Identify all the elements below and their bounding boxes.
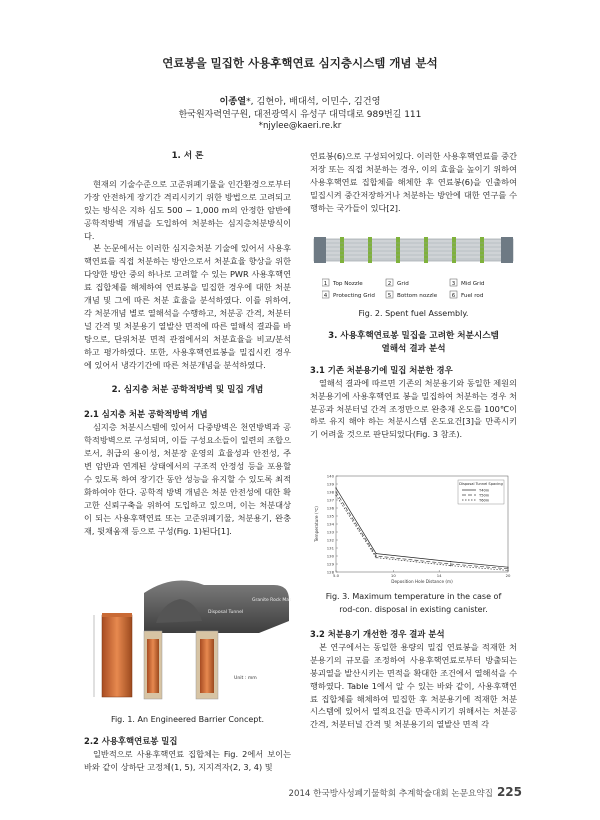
section-1-paragraph-1: 현재의 기술수준으로 고준위폐기물을 인간환경으로부터 가장 안전하게 장기간 격리시키기 위한 방법으로 고려되고 있는 방식은 지하 심도 500 ~ 1,000 m의 안정한 암반에 공학적방벽 개념을 도입하여 처분하는 심지층처분방식이다. bbox=[84, 178, 291, 241]
legend-number: 2 bbox=[387, 281, 392, 287]
data-point bbox=[335, 495, 336, 496]
legend-number: 6 bbox=[451, 293, 456, 299]
legend-entry: T40m bbox=[479, 488, 490, 493]
x-tick-label: 5.0 bbox=[332, 573, 340, 578]
data-point bbox=[376, 557, 377, 558]
legend-number: 5 bbox=[387, 293, 392, 299]
fuel-assembly-illustration bbox=[310, 225, 517, 275]
footer-text: 2014 한국방사성폐기물학회 추계학술대회 논문요약집 bbox=[288, 789, 493, 799]
legend-label: Fuel rod bbox=[461, 293, 484, 299]
data-point bbox=[335, 487, 336, 488]
y-tick-label: 140 bbox=[326, 473, 334, 479]
y-tick-label: 132 bbox=[326, 537, 334, 543]
unit-label: Unit : mm bbox=[234, 676, 257, 681]
data-point bbox=[507, 567, 508, 568]
section-3-heading-line-2: 열해석 결과 분석 bbox=[381, 343, 446, 354]
left-column-bottom bbox=[84, 735, 291, 774]
figure-1 bbox=[84, 575, 291, 705]
x-tick-label: 14 bbox=[436, 573, 442, 578]
section-3-heading-line-1: 3. 사용후핵연료봉 밀집을 고려한 처분시스템 bbox=[328, 331, 499, 341]
legend-number: 1 bbox=[323, 281, 328, 287]
legend-label: Protecting Grid bbox=[333, 293, 375, 299]
canister-right bbox=[200, 639, 214, 693]
page-number: 225 bbox=[496, 785, 522, 799]
y-tick-label: 134 bbox=[326, 521, 334, 527]
email: *njylee@kaeri.re.kr bbox=[258, 121, 342, 131]
right-column-mid bbox=[310, 330, 517, 441]
y-tick-label: 128 bbox=[326, 569, 334, 575]
y-axis-label: Temperature (℃) bbox=[314, 506, 319, 542]
left-column-top bbox=[84, 150, 291, 537]
section-2-2-paragraph: 일반적으로 사용후핵연료 집합체는 Fig. 2에서 보이는 바와 같이 상하단 고정체(1, 5), 지지격자(2, 3, 4) 및 bbox=[84, 748, 291, 772]
y-tick-label: 133 bbox=[326, 529, 334, 535]
figure-2 bbox=[310, 225, 517, 275]
x-tick-label: 10 bbox=[390, 573, 396, 578]
legend-label: Mid Grid bbox=[461, 281, 485, 287]
author-line bbox=[0, 93, 600, 107]
y-tick-label: 139 bbox=[326, 481, 334, 487]
figure-3-caption-line-1: Fig. 3. Maximum temperature in the case of bbox=[325, 592, 502, 601]
bottom-nozzle bbox=[501, 237, 513, 263]
y-tick-label: 137 bbox=[326, 497, 334, 503]
section-2-heading: 2. 심지층 처분 공학적방벽 및 밀집 개념 bbox=[111, 384, 264, 395]
legend-label: Grid bbox=[397, 281, 409, 287]
temperature-chart bbox=[310, 468, 517, 588]
section-3-2-heading: 3.2 처분용기 개선한 경우 결과 분석 bbox=[310, 629, 445, 639]
legend-label: Top Nozzle bbox=[333, 281, 363, 287]
y-tick-label: 138 bbox=[326, 489, 334, 495]
legend-entry: T50m bbox=[479, 493, 490, 498]
section-3-1-paragraph: 열해석 결과에 따르면 기존의 처분용기와 동일한 제원의 처분용기에 사용후핵연료 봉을 밀집하여 처분하는 경우 처분공과 처분터널 간격 조정만으로 완충재 온도를 100℃이하로 유지 해야 하는 처분시스템 온도요건[3]을 만족시키기 어려울 것으로 판단되었다(Fig. 3 참조). bbox=[310, 377, 517, 440]
paper-title: 연료봉을 밀집한 사용후핵연료 심지층시스템 개념 분석 bbox=[162, 56, 438, 70]
canister-left bbox=[147, 639, 159, 693]
canister-large bbox=[102, 615, 132, 697]
legend-number: 4 bbox=[323, 293, 328, 299]
x-axis-label: Deposition Hole Distance (m) bbox=[391, 579, 453, 584]
data-point bbox=[450, 563, 451, 564]
figure-2-caption: Fig. 2. Spent fuel Assembly. bbox=[358, 309, 469, 318]
legend-label: Bottom nozzle bbox=[397, 293, 438, 299]
section-1-paragraph-2: 본 논문에서는 이러한 심지층처분 기술에 있어서 사용후핵연료를 직접 처분하는 방안으로서 처분효율 향상을 위한 다양한 방안 중의 하나로 고려할 수 있는 PWR 사용후핵연료 집합체를 해체하여 연료봉을 밀집한 경우에 대한 처분개념 및 그에 따른 처분 효율을 분석하였다. 이를 위하여, 각 처분개념 별로 열해석을 수행하고, 처분공 간격, 처분터널 간격 및 처분용기 열발산 면적에 따른 열해석 결과를 바탕으로, 단위처분 면적 관점에서의 처분효율을 비교/분석하고 평가하였다. 또한, 사용후핵연료봉을 밀집시킨 경우에 있어서 냉각기간에 따른 처분개념을 분석하였다. bbox=[84, 243, 291, 370]
legend-number: 3 bbox=[451, 281, 456, 287]
section-1-heading: 1. 서 론 bbox=[171, 151, 204, 161]
x-tick-label: 20 bbox=[505, 573, 511, 578]
page-footer bbox=[289, 785, 522, 799]
figure-1-caption: Fig. 1. An Engineered Barrier Concept. bbox=[110, 715, 265, 724]
data-point bbox=[507, 568, 508, 569]
engineered-barrier-illustration bbox=[84, 575, 291, 705]
y-tick-label: 131 bbox=[326, 545, 334, 551]
section-3-2-paragraph: 본 연구에서는 동일한 용량의 밀집 연료봉을 적재한 처분용기의 규모를 조정하여 사용후핵연료로부터 방출되는 붕괴열을 발산시키는 면적을 확대한 조건에서 열해석을 수행하였다. Table 1에서 알 수 있는 바와 같이, 사용후핵연료 집합체를 해체하여 밀집한 후 처분용기에 적재한 처분시스템에 있어서 열적요건을 만족시키기 위해서는 처분공 간격, 처분터널 간격 및 처분용기의 열발산 면적 각 bbox=[310, 641, 517, 730]
canister-lid bbox=[102, 613, 132, 617]
y-tick-label: 129 bbox=[326, 561, 334, 567]
figure-3-caption-line-2: rod-con. disposal in existing canister. bbox=[339, 605, 488, 614]
y-tick-label: 130 bbox=[326, 553, 334, 559]
continued-paragraph: 연료봉(6)으로 구성되어있다. 이러한 사용후핵연료를 중간저장 또는 직접 처분하는 경우, 이의 효율을 높이기 위하여 사용후핵연료 집합체를 해체한 후 연료봉(6)을 인출하여 밀집시켜 중간저장하거나 처분하는 방안에 대한 연구를 수행하는 국가들이 있다[2]. bbox=[310, 151, 517, 213]
legend-entry: T60m bbox=[479, 498, 490, 503]
figure-3 bbox=[310, 468, 517, 588]
data-point bbox=[376, 553, 377, 554]
right-column-bottom bbox=[310, 628, 517, 731]
y-tick-label: 135 bbox=[326, 513, 334, 519]
section-2-1-heading: 2.1 심지층 처분 공학적방벽 개념 bbox=[84, 409, 208, 420]
section-2-2-heading: 2.2 사용후핵연료봉 밀집 bbox=[84, 736, 178, 746]
tunnel-label: Disposal Tunnel bbox=[208, 610, 244, 615]
figure-2-legend-svg bbox=[322, 278, 512, 304]
figure-2-legend bbox=[322, 278, 512, 304]
data-point bbox=[450, 565, 451, 566]
co-authors: *, 김현아, 배대석, 이민수, 김건영 bbox=[246, 96, 381, 107]
section-3-1-heading: 3.1 기존 처분용기에 밀집 처분한 경우 bbox=[310, 364, 453, 375]
data-point bbox=[335, 491, 336, 492]
right-column-top bbox=[310, 150, 517, 215]
top-nozzle bbox=[314, 237, 326, 263]
lead-author: 이종열 bbox=[219, 96, 247, 107]
y-tick-label: 136 bbox=[326, 505, 334, 511]
rock-label: Granite Rock Mass bbox=[252, 598, 291, 603]
legend-title: Disposal Tunnel Spacing bbox=[459, 482, 503, 486]
affiliation: 한국원자력연구원, 대전광역시 유성구 대덕대로 989번길 111 bbox=[178, 110, 422, 120]
section-2-1-paragraph: 심지층 처분시스템에 있어서 다중방벽은 천연방벽과 공학적방벽으로 구성되며, 이들 구성요소들이 일련의 조합으로서, 취급의 용이성, 처분장 운영의 효율성과 안전성, 주변 암반과 연계된 상태에서의 구조적 안정성 등을 포용할 수 있도록 하여 장기간 동안 성능을 유지할 수 있도록 최적화하여야 한다. 공학적 방벽 개념은 처분 안전성에 대한 확고한 신뢰구축을 위하여 도입하고 있으며, 이는 처분대상이 되는 사용후핵연료 또는 고준위폐기물, 처분용기, 완충재, 뒷채움재 등으로 구성(Fig. 1)된다[1]. bbox=[84, 422, 291, 536]
data-point bbox=[450, 561, 451, 562]
data-point bbox=[507, 570, 508, 571]
